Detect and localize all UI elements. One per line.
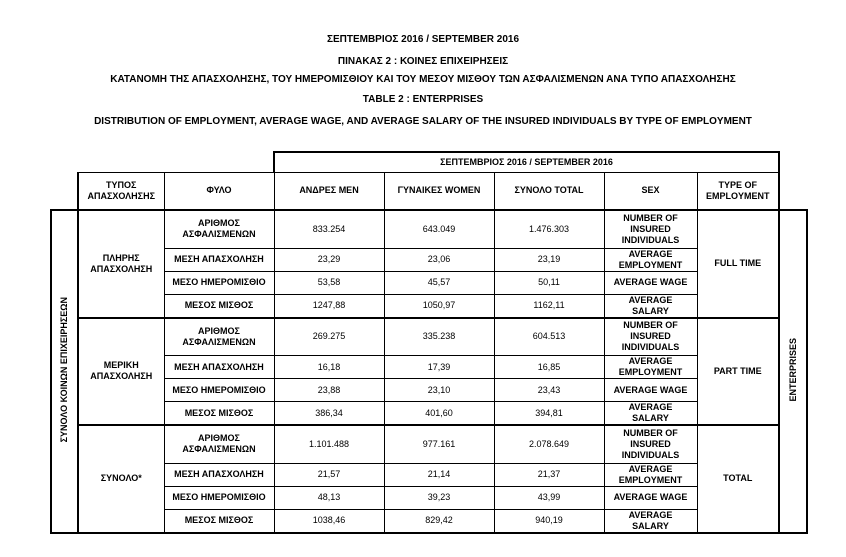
row-label-gr: ΜΕΣΟ ΗΜΕΡΟΜΙΣΘΙΟ: [164, 486, 274, 509]
left-vertical-label-cell: [51, 210, 78, 533]
cell-women: 45,57: [384, 271, 494, 294]
group-type-en-total: TOTAL: [697, 425, 779, 533]
cell-total: 1162,11: [494, 294, 604, 318]
cell-women: 977.161: [384, 425, 494, 463]
cell-total: 43,99: [494, 486, 604, 509]
cell-men: 23,29: [274, 248, 384, 271]
cell-men: 1038,46: [274, 509, 384, 533]
row-label-gr: ΜΕΣΟ ΗΜΕΡΟΜΙΣΘΙΟ: [164, 379, 274, 402]
group-type-en-full-time: FULL TIME: [697, 210, 779, 318]
group-type-en-part-time: PART TIME: [697, 318, 779, 426]
col-header-type-gr: ΤΥΠΟΣ ΑΠΑΣΧΟΛΗΣΗΣ: [78, 172, 164, 210]
cell-total: 50,11: [494, 271, 604, 294]
row-label-en: NUMBER OF INSURED INDIVIDUALS: [604, 318, 697, 356]
cell-women: 1050,97: [384, 294, 494, 318]
row-label-en: AVERAGE EMPLOYMENT: [604, 463, 697, 486]
cell-total: 23,19: [494, 248, 604, 271]
cell-total: 2.078.649: [494, 425, 604, 463]
cell-women: 335.238: [384, 318, 494, 356]
data-table: [50, 151, 808, 534]
cell-total: 940,19: [494, 509, 604, 533]
header-table-title-en: TABLE 2 : ENTERPRISES: [362, 94, 484, 105]
cell-men: 23,88: [274, 379, 384, 402]
row-label-gr: ΑΡΙΘΜΟΣ ΑΣΦΑΛΙΣΜΕΝΩΝ: [164, 425, 274, 463]
period-header: ΣΕΠΤΕΜΒΡΙΟΣ 2016 / SEPTEMBER 2016: [274, 152, 779, 172]
cell-women: 643.049: [384, 210, 494, 248]
header-description-en: DISTRIBUTION OF EMPLOYMENT, AVERAGE WAGE, AND AVERAGE SALARY OF THE INSURED INDIVIDUALS BY TYPE OF EMPLOYMENT: [94, 116, 752, 127]
row-label-en: AVERAGE EMPLOYMENT: [604, 356, 697, 379]
row-label-gr: ΜΕΣΗ ΑΠΑΣΧΟΛΗΣΗ: [164, 248, 274, 271]
row-label-en: NUMBER OF INSURED INDIVIDUALS: [604, 425, 697, 463]
col-header-total: ΣΥΝΟΛΟ TOTAL: [494, 172, 604, 210]
row-label-gr: ΑΡΙΘΜΟΣ ΑΣΦΑΛΙΣΜΕΝΩΝ: [164, 318, 274, 356]
cell-women: 829,42: [384, 509, 494, 533]
table-row: [51, 294, 807, 318]
cell-total: 23,43: [494, 379, 604, 402]
table-body: [51, 152, 807, 533]
row-label-gr: ΜΕΣΟ ΗΜΕΡΟΜΙΣΘΙΟ: [164, 271, 274, 294]
row-label-en: AVERAGE EMPLOYMENT: [604, 248, 697, 271]
cell-men: 48,13: [274, 486, 384, 509]
right-vertical-label: ENTERPRISES: [787, 337, 798, 402]
group-label-part-time: ΜΕΡΙΚΗ ΑΠΑΣΧΟΛΗΣΗ: [78, 318, 164, 426]
cell-men: 269.275: [274, 318, 384, 356]
cell-total: 16,85: [494, 356, 604, 379]
cell-men: 1247,88: [274, 294, 384, 318]
cell-men: 1.101.488: [274, 425, 384, 463]
row-label-en: AVERAGE SALARY: [604, 294, 697, 318]
row-label-gr: ΜΕΣΗ ΑΠΑΣΧΟΛΗΣΗ: [164, 356, 274, 379]
row-label-gr: ΜΕΣΟΣ ΜΙΣΘΟΣ: [164, 509, 274, 533]
row-label-gr: ΜΕΣΟΣ ΜΙΣΘΟΣ: [164, 294, 274, 318]
cell-women: 23,10: [384, 379, 494, 402]
row-label-en: AVERAGE WAGE: [604, 379, 697, 402]
table-row: [51, 402, 807, 426]
col-header-gender: ΦΥΛΟ: [164, 172, 274, 210]
row-label-gr: ΜΕΣΟΣ ΜΙΣΘΟΣ: [164, 402, 274, 426]
table-row: [51, 318, 807, 356]
table-row: [51, 463, 807, 486]
row-label-en: AVERAGE WAGE: [604, 486, 697, 509]
right-vertical-label-cell: [779, 210, 807, 533]
cell-total: 394,81: [494, 402, 604, 426]
table-row: [51, 425, 807, 463]
col-header-men: ΑΝΔΡΕΣ MEN: [274, 172, 384, 210]
header-period: ΣΕΠΤΕΜΒΡΙΟΣ 2016 / SEPTEMBER 2016: [326, 34, 520, 45]
table-row: [51, 379, 807, 402]
cell-women: 39,23: [384, 486, 494, 509]
left-vertical-label: ΣΥΝΟΛΟ ΚΟΙΝΩΝ ΕΠΙΧΕΙΡΗΣΕΩΝ: [59, 297, 69, 443]
cell-men: 21,57: [274, 463, 384, 486]
group-label-full-time: ΠΛΗΡΗΣ ΑΠΑΣΧΟΛΗΣΗ: [78, 210, 164, 318]
row-label-en: AVERAGE SALARY: [604, 402, 697, 426]
cell-women: 401,60: [384, 402, 494, 426]
table-row: [51, 271, 807, 294]
cell-women: 23,06: [384, 248, 494, 271]
row-label-gr: ΑΡΙΘΜΟΣ ΑΣΦΑΛΙΣΜΕΝΩΝ: [164, 210, 274, 248]
header-description-gr: ΚΑΤΑΝΟΜΗ ΤΗΣ ΑΠΑΣΧΟΛΗΣΗΣ, ΤΟΥ ΗΜΕΡΟΜΙΣΘΙΟΥ ΚΑΙ ΤΟΥ ΜΕΣΟΥ ΜΙΣΘΟΥ ΤΩΝ ΑΣΦΑΛΙΣΜΕΝΩΝ ΑΝΑ ΤΥΠΟ ΑΠΑΣΧΟΛΗΣΗΣ: [110, 74, 736, 85]
cell-men: 53,58: [274, 271, 384, 294]
row-label-en: AVERAGE SALARY: [604, 509, 697, 533]
group-label-total: ΣΥΝΟΛΟ*: [78, 425, 164, 533]
table-row: [51, 356, 807, 379]
table-row: [51, 248, 807, 271]
cell-total: 21,37: [494, 463, 604, 486]
row-label-gr: ΜΕΣΗ ΑΠΑΣΧΟΛΗΣΗ: [164, 463, 274, 486]
cell-total: 604.513: [494, 318, 604, 356]
col-header-women: ΓΥΝΑΙΚΕΣ WOMEN: [384, 172, 494, 210]
row-label-en: AVERAGE WAGE: [604, 271, 697, 294]
table-row: [51, 486, 807, 509]
cell-men: 833.254: [274, 210, 384, 248]
header-table-title-gr: ΠΙΝΑΚΑΣ 2 : ΚΟΙΝΕΣ ΕΠΙΧΕΙΡΗΣΕΙΣ: [337, 56, 509, 67]
cell-men: 386,34: [274, 402, 384, 426]
table-row: [51, 210, 807, 248]
col-header-sex: SEX: [604, 172, 697, 210]
table-row: [51, 509, 807, 533]
cell-men: 16,18: [274, 356, 384, 379]
cell-women: 17,39: [384, 356, 494, 379]
cell-total: 1.476.303: [494, 210, 604, 248]
cell-women: 21,14: [384, 463, 494, 486]
col-header-type-en: TYPE OF EMPLOYMENT: [697, 172, 779, 210]
row-label-en: NUMBER OF INSURED INDIVIDUALS: [604, 210, 697, 248]
